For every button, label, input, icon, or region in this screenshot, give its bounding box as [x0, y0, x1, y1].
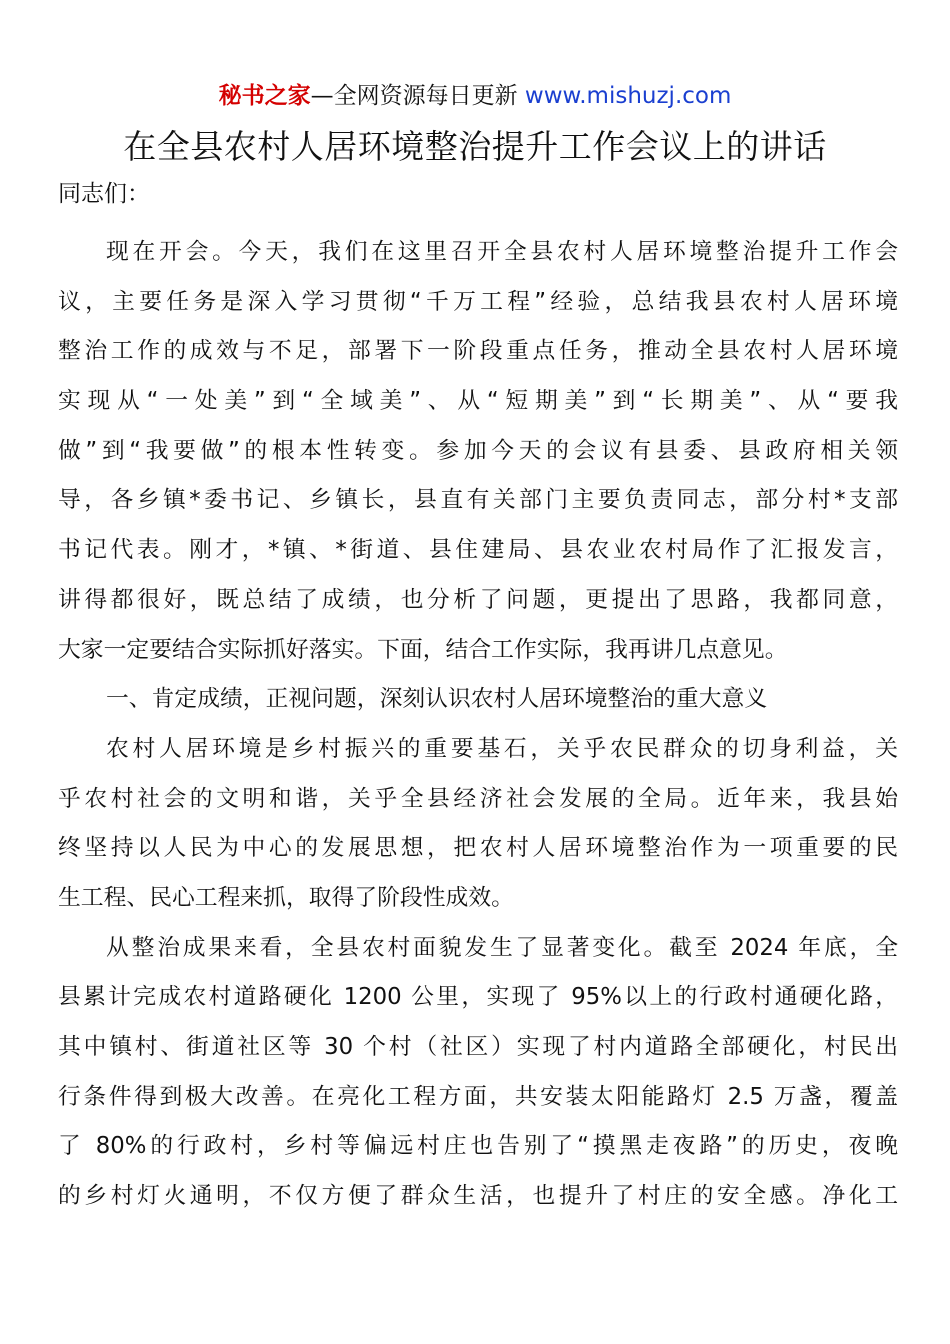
text-line: 大家一定要结合实际抓好落实。下面，结合工作实际，我再讲几点意见。 [58, 636, 788, 663]
text-line: 其中镇村、街道社区等 30 个村（社区）实现了村内道路全部硬化，村民出 [58, 1034, 898, 1060]
salutation: 同志们： [58, 181, 150, 207]
text-line: 的乡村灯火通明，不仅方便了群众生活，也提升了村庄的安全感。净化工 [58, 1183, 898, 1210]
text-line: 乎农村社会的文明和谐，关乎全县经济社会发展的全局。近年来，我县始 [58, 785, 898, 812]
text-line: 终坚持以人民为中心的发展思想，把农村人居环境整治作为一项重要的民 [58, 835, 898, 862]
text-line: 从整治成果来看，全县农村面貌发生了显著变化。截至 2024 年底，全 [106, 934, 898, 961]
brand-name: 秘书之家 [218, 83, 311, 109]
text-line: 导，各乡镇*委书记、乡镇长，县直有关部门主要负责同志，部分村*支部 [58, 487, 898, 514]
text-line: 生工程、民心工程来抓，取得了阶段性成效。 [58, 884, 514, 911]
text-line: 实现从“一处美”到“全域美”、从“短期美”到“长期美”、从“要我 [58, 388, 898, 415]
document-body [58, 228, 898, 1222]
site-url-link[interactable]: www.mishuzj.com [524, 83, 732, 109]
text-line: 做”到“我要做”的根本性转变。参加今天的会议有县委、县政府相关领 [58, 437, 898, 464]
document-title: 在全县农村人居环境整治提升工作会议上的讲话 [123, 127, 827, 166]
text-line: 书记代表。刚才，*镇、*街道、县住建局、县农业农村局作了汇报发言， [58, 537, 898, 564]
text-line: 讲得都很好，既总结了成绩，也分析了问题，更提出了思路，我都同意， [58, 586, 898, 613]
site-slogan: —全网资源每日更新 [310, 83, 525, 109]
text-line: 现在开会。今天，我们在这里召开全县农村人居环境整治提升工作会 [106, 239, 898, 265]
text-line: 农村人居环境是乡村振兴的重要基石，关乎农民群众的切身利益，关 [106, 735, 898, 762]
text-line: 一、肯定成绩，正视问题，深刻认识农村人居环境整治的重大意义 [106, 686, 768, 713]
text-line: 了 80%的行政村，乡村等偏远村庄也告别了“摸黑走夜路”的历史，夜晚 [58, 1133, 898, 1160]
text-line: 县累计完成农村道路硬化 1200 公里，实现了 95%以上的行政村通硬化路， [58, 984, 898, 1011]
site-banner [0, 80, 950, 112]
text-line: 整治工作的成效与不足，部署下一阶段重点任务，推动全县农村人居环境 [58, 338, 898, 365]
text-line: 议，主要任务是深入学习贯彻“千万工程”经验，总结我县农村人居环境 [58, 288, 898, 315]
text-line: 行条件得到极大改善。在亮化工程方面，共安装太阳能路灯 2.5 万盏，覆盖 [58, 1083, 898, 1110]
